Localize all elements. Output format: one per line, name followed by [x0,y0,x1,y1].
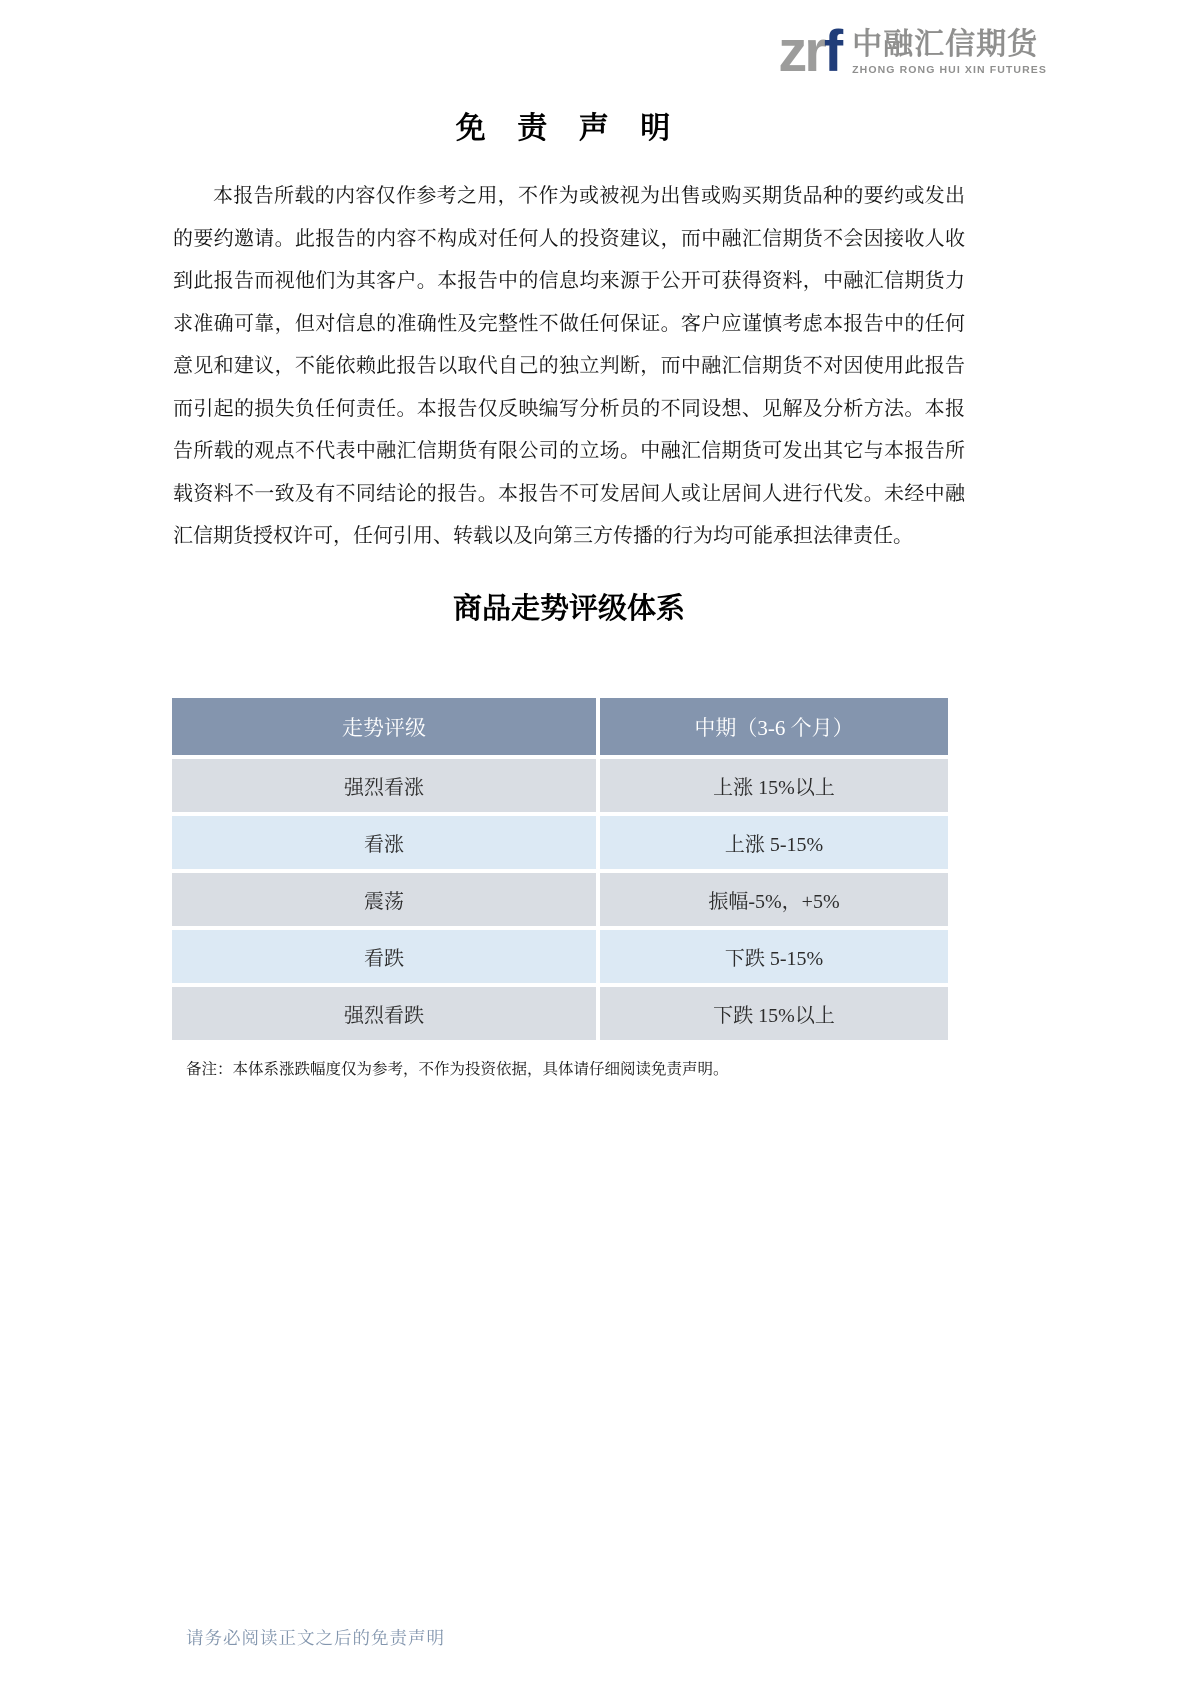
range-cell: 振幅-5%，+5% [600,873,948,926]
logo-f-text: f [823,19,841,84]
page-footer: 请务必阅读正文之后的免责声明 [186,1628,445,1648]
rating-cell: 强烈看跌 [172,987,596,1040]
rating-cell: 强烈看涨 [172,759,596,812]
logo-zr-text: zr [778,19,824,84]
zrf-logo-icon [778,19,841,84]
table-header-rating: 走势评级 [172,698,596,755]
logo-names [852,29,1047,78]
table-row [172,816,948,869]
company-logo [778,19,1047,84]
table-row [172,759,948,812]
range-cell: 下跌 15%以上 [600,987,948,1040]
rating-cell: 看跌 [172,930,596,983]
company-name-en: ZHONG RONG HUI XIN FUTURES [852,64,1047,76]
table-note: 备注：本体系涨跌幅度仅为参考，不作为投资依据，具体请仔细阅读免责声明。 [186,1061,729,1078]
rating-cell: 看涨 [172,816,596,869]
table-row [172,930,948,983]
table-header-row [172,698,948,755]
company-name-cn: 中融汇信期货 [852,28,1039,61]
rating-system-title: 商品走势评级体系 [452,593,685,625]
rating-table [172,698,948,1044]
table-header-midterm: 中期（3-6 个月） [600,698,948,755]
range-cell: 上涨 15%以上 [600,759,948,812]
table-row [172,873,948,926]
disclaimer-body: 本报告所载的内容仅作参考之用，不作为或被视为出售或购买期货品种的要约或发出的要约邀请。此报告的内容不构成对任何人的投资建议，而中融汇信期货不会因接收人收到此报告而视他们为其客户。本报告中的信息均来源于公开可获得资料，中融汇信期货力求准确可靠，但对信息的准确性及完整性不做任何保证。客户应谨慎考虑本报告中的任何意见和建议，不能依赖此报告以取代自己的独立判断，而中融汇信期货不对因使用此报告而引起的损失负任何责任。本报告仅反映编写分析员的不同设想、见解及分析方法。本报告所载的观点不代表中融汇信期货有限公司的立场。中融汇信期货可发出其它与本报告所载资料不一致及有不同结论的报告。本报告不可发居间人或让居间人进行代发。未经中融汇信期货授权许可，任何引用、转载以及向第三方传播的行为均可能承担法律责任。 [173,185,965,547]
range-cell: 上涨 5-15% [600,816,948,869]
rating-cell: 震荡 [172,873,596,926]
disclaimer-title: 免 责 声 明 [455,112,683,145]
range-cell: 下跌 5-15% [600,930,948,983]
table-row [172,987,948,1040]
